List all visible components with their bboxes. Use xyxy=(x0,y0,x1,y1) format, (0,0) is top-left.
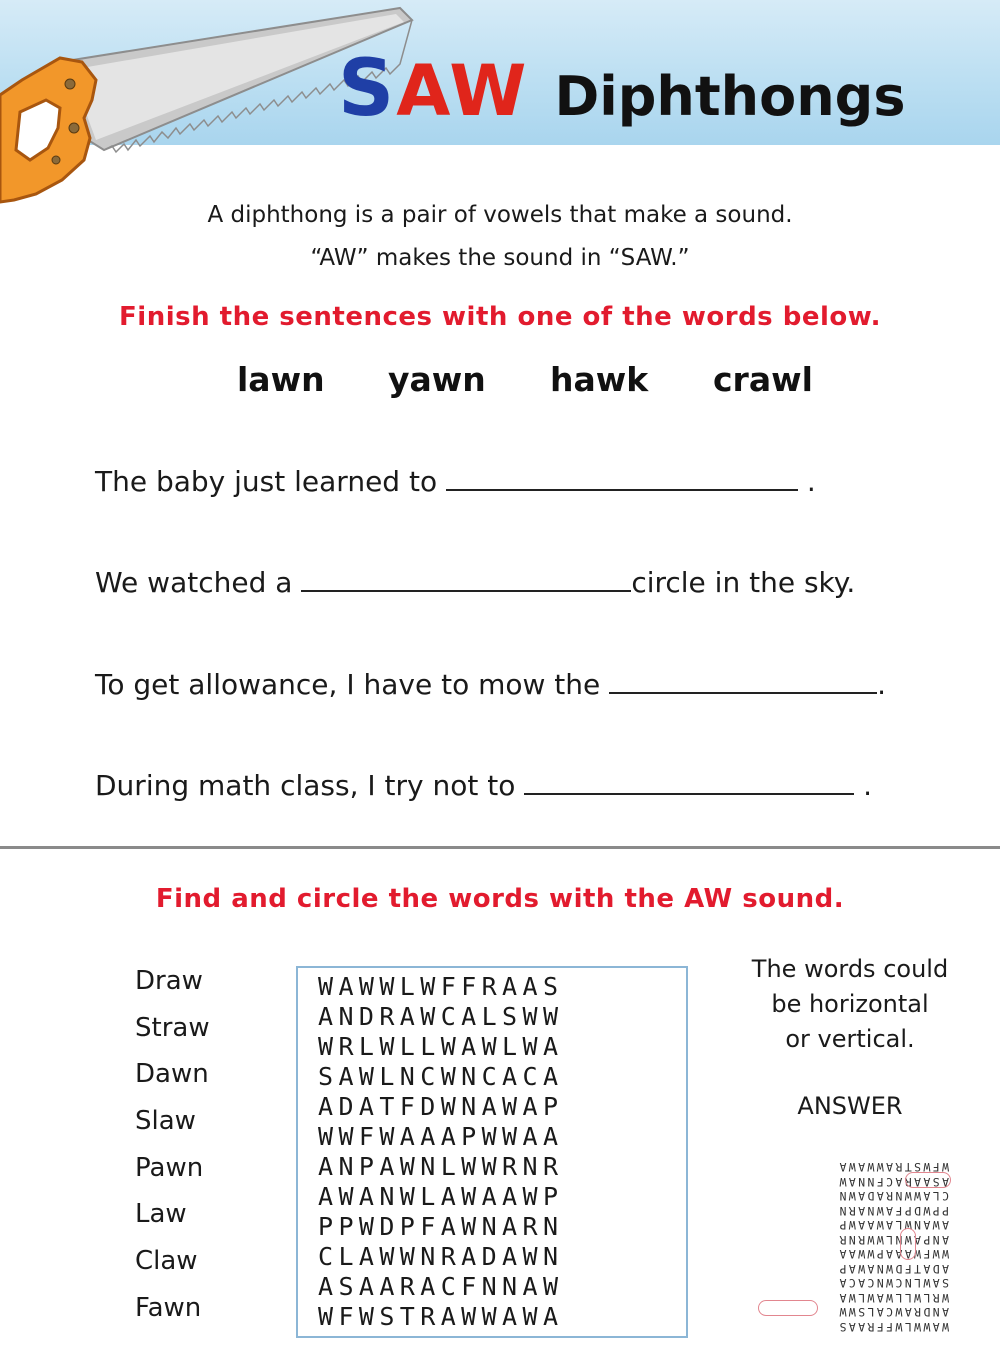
answer-row: ANPAWNLWWRNR xyxy=(837,1233,949,1247)
answer-circle xyxy=(905,1172,951,1188)
grid-row[interactable]: PPWDPFAWNARN xyxy=(318,1212,564,1241)
word-bank-lawn: lawn xyxy=(237,360,325,399)
sentence-4-text: During math class, I try not to xyxy=(95,769,525,802)
grid-row[interactable]: CLAWWNRADAWN xyxy=(318,1242,564,1271)
word-bank-crawl: crawl xyxy=(713,360,813,399)
title-diphthongs: Diphthongs xyxy=(554,65,906,128)
title-letter-w: W xyxy=(449,50,529,132)
sentence-3-blank[interactable] xyxy=(609,666,877,694)
sentence-1-text: The baby just learned to xyxy=(95,465,446,498)
sentence-3-end: . xyxy=(877,668,887,701)
answer-row: WAWWLWFFRAAS xyxy=(837,1320,949,1334)
title-letter-s: S xyxy=(338,44,397,134)
sentence-2-text: We watched a xyxy=(95,566,302,599)
word-list-item: Fawn xyxy=(135,1293,202,1323)
word-list-item: Draw xyxy=(135,966,203,996)
sentence-2 xyxy=(95,564,855,599)
sentence-2-end: circle in the sky. xyxy=(631,566,856,599)
word-bank-hawk: hawk xyxy=(550,360,649,399)
word-list-item: Law xyxy=(135,1199,187,1229)
grid-row[interactable]: SAWLNCWNCACA xyxy=(318,1062,564,1091)
answer-circle xyxy=(900,1228,916,1260)
section2-instruction: Find and circle the words with the AW sound. xyxy=(155,884,845,914)
grid-row[interactable]: ANDRAWCALSWW xyxy=(318,1002,564,1031)
grid-row[interactable]: WFWSTRAWWAWA xyxy=(318,1302,564,1331)
sentence-2-blank[interactable] xyxy=(301,564,631,592)
note-line: be horizontal xyxy=(771,990,929,1018)
sentence-3-text: To get allowance, I have to mow the xyxy=(95,668,610,701)
word-list-item: Slaw xyxy=(135,1106,196,1136)
intro-line-1: A diphthong is a pair of vowels that make a sound. xyxy=(207,202,793,228)
sentence-1-end: . xyxy=(797,465,816,498)
answer-row: WFWSTRAWWAWA xyxy=(837,1160,949,1175)
answer-row: ADATFDWNAWAP xyxy=(837,1262,949,1276)
sentence-4-end: . xyxy=(854,769,873,802)
sentence-1-blank[interactable] xyxy=(446,463,798,491)
grid-row[interactable]: ASAARACFNNAW xyxy=(318,1272,564,1301)
word-list-item: Straw xyxy=(135,1013,210,1043)
word-list-item: Pawn xyxy=(135,1153,204,1183)
grid-row[interactable]: ANPAWNLWWRNR xyxy=(318,1152,564,1181)
word-list-item: Dawn xyxy=(135,1059,209,1089)
answer-row: CLAWWNRADAWN xyxy=(837,1189,949,1204)
sentence-4-blank[interactable] xyxy=(524,767,854,795)
title-letter-a: A xyxy=(396,50,450,132)
grid-row[interactable]: AWANWLAWAAWP xyxy=(318,1182,564,1211)
grid-row[interactable]: WAWWLWFFRAAS xyxy=(318,972,564,1001)
sentence-3 xyxy=(95,666,886,701)
grid-row[interactable]: WRLWLLWAWLWA xyxy=(318,1032,564,1061)
note-line: The words could xyxy=(751,955,949,983)
answer-row: WRLWLLWAWLWA xyxy=(837,1291,949,1305)
page-title xyxy=(338,44,905,134)
answer-row: WWFWAAAPWWAA xyxy=(837,1247,949,1262)
section-divider xyxy=(0,846,1000,849)
answer-label: ANSWER xyxy=(797,1092,903,1120)
answer-row: ASAARACFNNAW xyxy=(837,1175,949,1189)
sentence-4 xyxy=(95,767,872,802)
answer-circle xyxy=(758,1300,818,1316)
grid-row[interactable]: ADATFDWNAWAP xyxy=(318,1092,564,1121)
answer-row: ANDRAWCALSWW xyxy=(837,1305,949,1320)
section1-instruction: Finish the sentences with one of the words below. xyxy=(119,302,881,332)
answer-row: PPWDPFAWNARN xyxy=(837,1204,949,1218)
sentence-1 xyxy=(95,463,816,498)
answer-row: SAWLNCWNCACA xyxy=(837,1276,949,1291)
note-line: or vertical. xyxy=(785,1025,915,1053)
word-list-item: Claw xyxy=(135,1246,198,1276)
answer-row: AWANWLAWAAWP xyxy=(837,1218,949,1233)
grid-row[interactable]: WWFWAAAPWWAA xyxy=(318,1122,564,1151)
word-bank-yawn: yawn xyxy=(388,360,486,399)
intro-line-2: “AW” makes the sound in “SAW.” xyxy=(310,245,690,271)
orientation-note xyxy=(745,952,955,1057)
